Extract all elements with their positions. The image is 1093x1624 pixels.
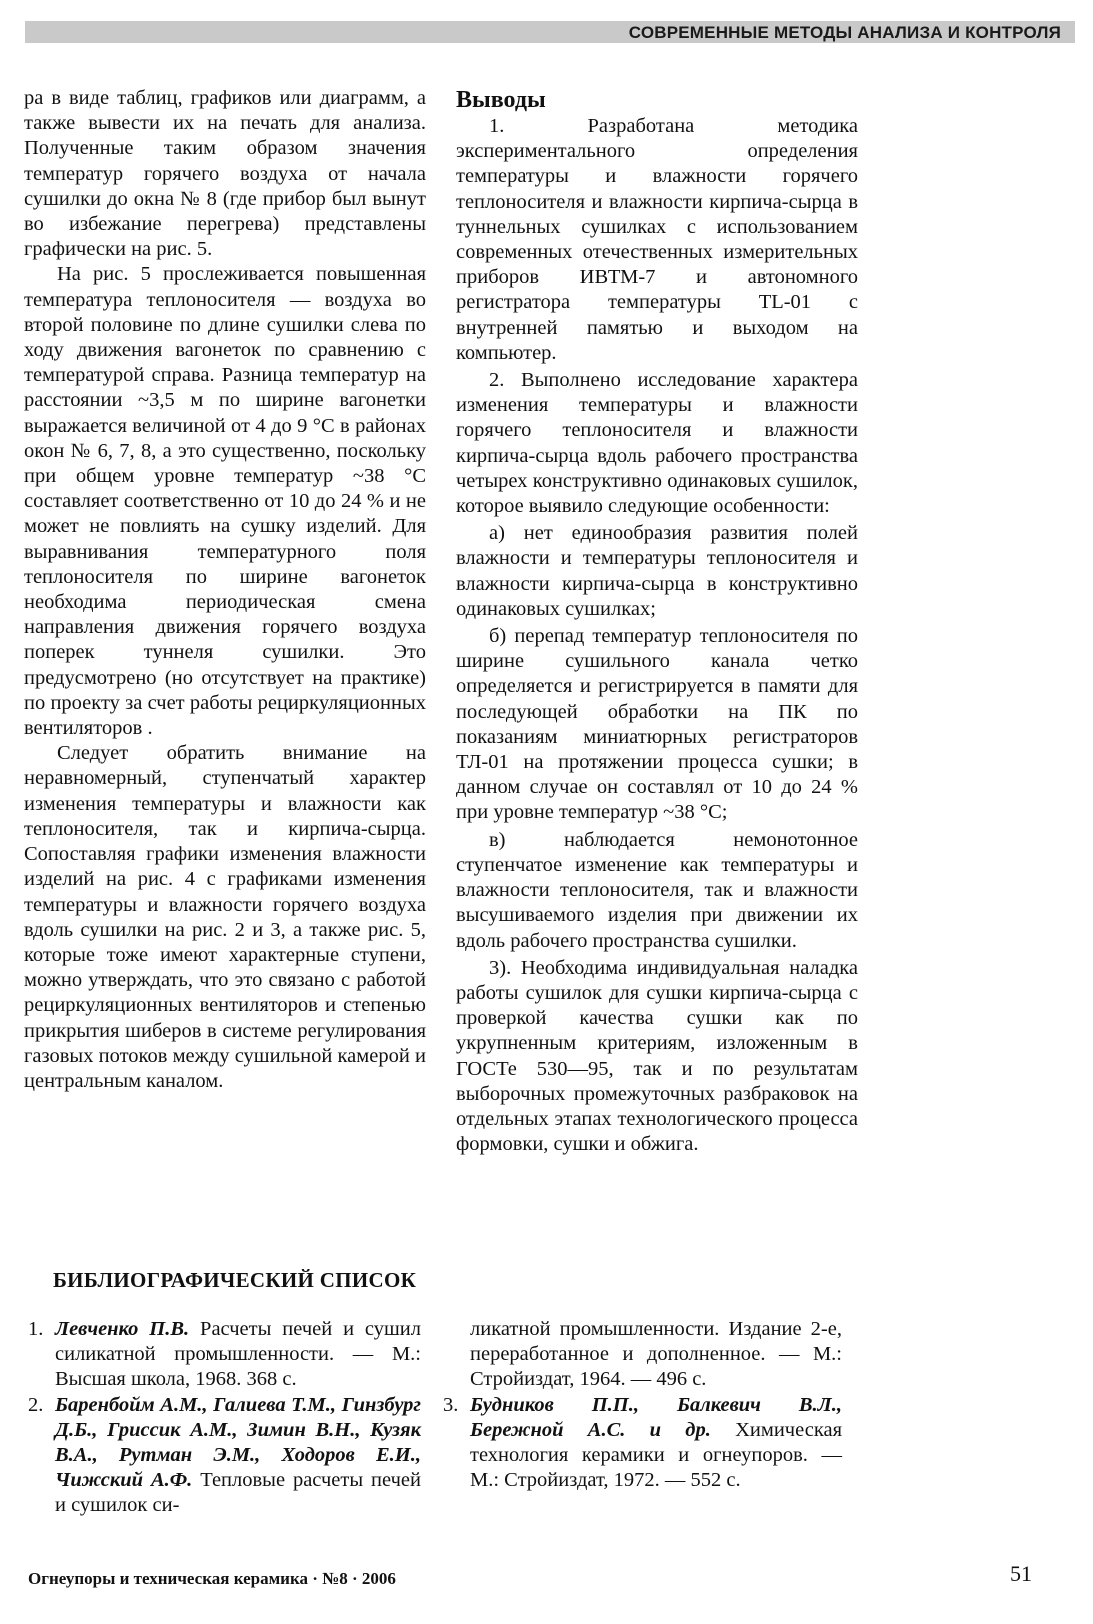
conclusion-subitem: б) перепад температур теплоносителя по ширине сушильного канала четко определяется и регистрируется в памяти для последующей обработки на ПК по показаниям миниатюрных регистраторов ТЛ-01 на протяжении процесса сушки; в данном случае он составлял от 10 до 24 % при уровне температур ~38 °С;	[456, 625, 858, 824]
reference-continuation: ликатной промышленности. Издание 2-е, переработанное и дополненное. — М.: Стройиздат, 1964. — 496 с.	[470, 1318, 842, 1390]
reference-item	[28, 1393, 421, 1517]
paragraph: ра в виде таблиц, графиков или диаграмм, а также вывести их на печать для анализа. Полученные таким образом значения температур горячего воздуха от начала сушилки до окна № 8 (где прибор был вынут во избежание перегрева) представлены графически на рис. 5.	[24, 87, 426, 261]
conclusions-heading: Выводы	[456, 87, 546, 113]
reference-number: 2.	[28, 1394, 44, 1417]
conclusion-subitem: в) наблюдается немонотонное ступенчатое изменение как температуры и влажности теплоносителя, так и влажности высушиваемого изделия при движении их вдоль рабочего пространства сушилки.	[456, 828, 858, 952]
reference-number: 3.	[443, 1394, 459, 1417]
paragraph: Следует обратить внимание на неравномерный, ступенчатый характер изменения температуры и влажности как теплоносителя, так и кирпича-сырца. Сопоставляя графики изменения влажности изделий на рис. 4 с графиками изменения температуры и влажности горячего воздуха вдоль сушилки на рис. 2 и 3, а также рис. 5, которые тоже имеют характерные ступени, можно утверждать, что это связано с работой рециркуляционных вентиляторов и степенью прикрытия шиберов в системе регулирования газовых потоков между сушильной камерой и центральным каналом.	[24, 742, 426, 1092]
paragraph: На рис. 5 прослеживается повышенная температура теплоносителя — воздуха во второй половине по длине сушилки слева по ходу движения вагонеток по сравнению с температурой справа. Разница температур на расстоянии ~3,5 м по ширине вагонетки выражается величиной от 4 до 9 °С в районах окон № 6, 7, 8, а это существенно, поскольку при общем уровне температур ~38 °С составляет соответственно от 10 до 24 % и не может не повлиять на сушку изделий. Для выравнивания температурного поля теплоносителя по ширине вагонеток необходима периодическая смена направления движения горячего воздуха поперек туннеля сушилки. Это предусмотрено (но отсутствует на практике) по проекту за счет работы рециркуляционных вентиляторов .	[24, 263, 426, 740]
conclusion-item: 3). Необходима индивидуальная наладка работы сушилок для сушки кирпича-сырца с проверкой качества сушки как по укрупненным критериям, изложенным в ГОСТе 530—95, так и по результатам выборочных промежуточных разбраковок на отдельных этапах технологического процесса формовки, сушки и обжига.	[456, 956, 858, 1156]
conclusion-item: 1. Разработана методика экспериментального определения температуры и влажности горячего теплоносителя и влажности кирпича-сырца в туннельных сушилках с использованием современных отечественных измерительных приборов ИВТМ-7 и автономного регистратора температуры TL-01 с внутренней памятью и выходом на компьютер.	[456, 115, 858, 364]
reference-number: 1.	[28, 1318, 44, 1340]
section-header-bar	[25, 21, 1075, 43]
conclusion-item: 2. Выполнено исследование характера изменения температуры и влажности горячего теплоносителя и влажности кирпича-сырца вдоль рабочего пространства четырех конструктивно одинаковых сушилок, которое выявило следующие особенности:	[456, 369, 858, 518]
section-title: СОВРЕМЕННЫЕ МЕТОДЫ АНАЛИЗА И КОНТРОЛЯ	[628, 23, 1061, 42]
reference-item	[28, 1317, 421, 1391]
bibliography-heading: БИБЛИОГРАФИЧЕСКИЙ СПИСОК	[53, 1268, 417, 1292]
conclusion-subitem: а) нет единообразия развития полей влажности и температуры теплоносителя и влажности кирпича-сырца в конструктивно одинаковых сушилках;	[456, 522, 858, 620]
references-right	[443, 1317, 842, 1495]
left-column	[24, 86, 426, 1094]
conclusions-column	[456, 86, 858, 1157]
reference-authors: Будников П.П., Балкевич В.Л., Бережной А.С. и др.	[470, 1394, 842, 1442]
references-left	[28, 1317, 421, 1519]
reference-item	[443, 1393, 842, 1492]
reference-text: Тепловые расчеты печей и сушилок си-	[55, 1468, 421, 1516]
reference-authors: Левченко П.В.	[55, 1318, 190, 1340]
reference-authors: Баренбойм А.М., Галиева Т.М., Гинзбург Д.Б., Гриссик А.М., Зимин В.Н., Кузяк В.А., Рутман Э.М., Ходоров Е.И., Чижский А.Ф.	[55, 1394, 421, 1491]
reference-text: Химическая технология керамики и огнеупоров. — М.: Стройиздат, 1972. — 552 с.	[470, 1419, 842, 1491]
page-number: 51	[1010, 1561, 1032, 1586]
footer-journal: Огнеупоры и техническая керамика · №8 · 2006	[28, 1569, 396, 1588]
reference-text: Расчеты печей и сушил силикатной промышленности. — М.: Высшая школа, 1968. 368 с.	[55, 1318, 421, 1390]
